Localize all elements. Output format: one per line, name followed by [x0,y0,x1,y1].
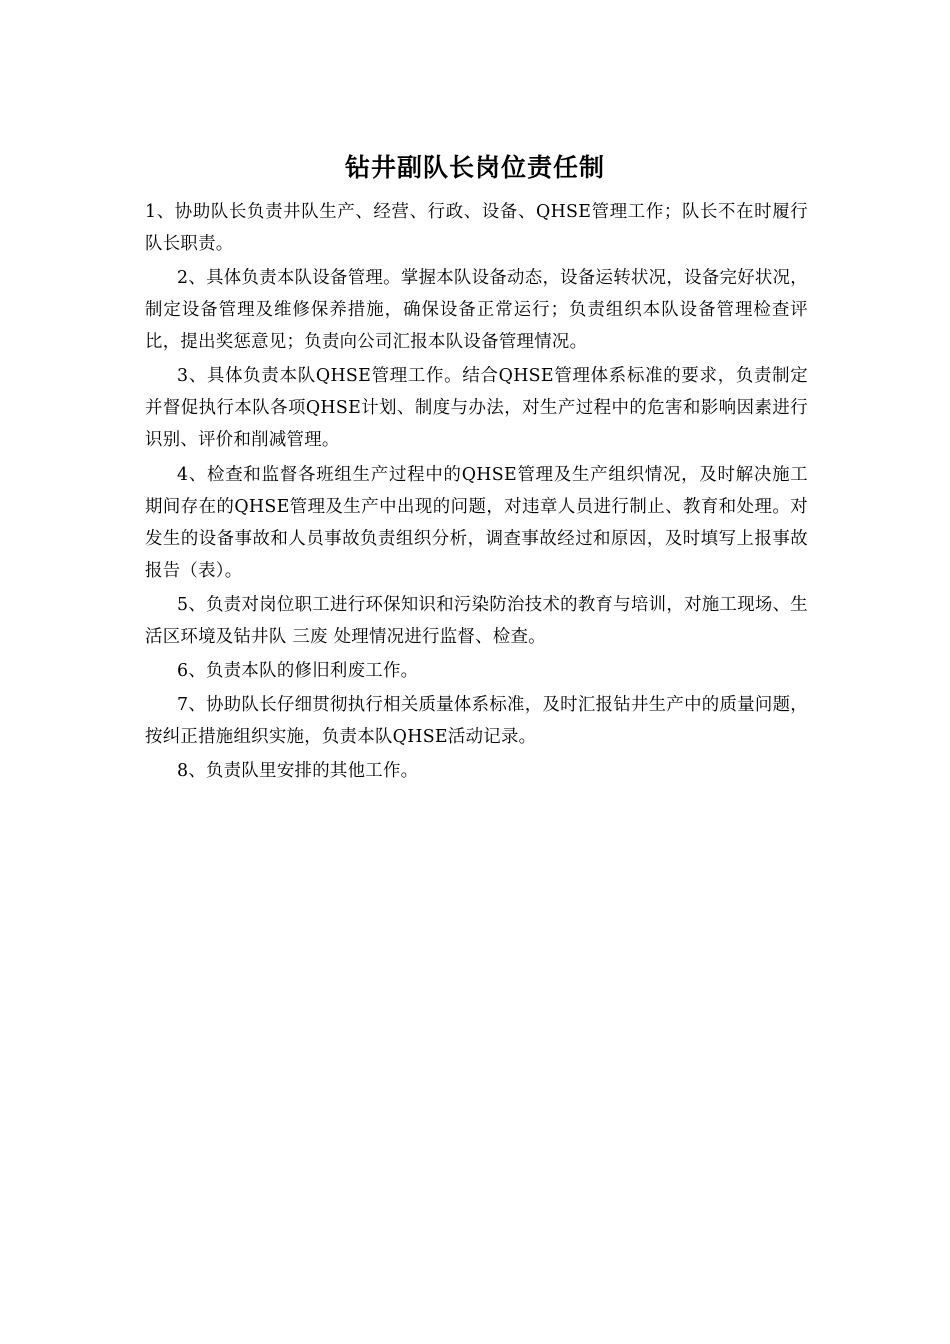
paragraph-1: 1、协助队长负责井队生产、经营、行政、设备、QHSE管理工作；队长不在时履行队长职责。 [145,202,808,254]
paragraph-4: 4、检查和监督各班组生产过程中的QHSE管理及生产组织情况，及时解决施工期间存在的QHSE管理及生产中出现的问题，对违章人员进行制止、教育和处理。对发生的设备事故和人员事故负责组织分析，调查事故经过和原因，及时填写上报事故报告（表）。 [145,464,808,581]
paragraph-5: 5、负责对岗位职工进行环保知识和污染防治技术的教育与培训，对施工现场、生活区环境及钻井队 三废 处理情况进行监督、检查。 [145,594,808,647]
paragraph-2: 2、具体负责本队设备管理。掌握本队设备动态，设备运转状况，设备完好状况，制定设备管理及维修保养措施，确保设备正常运行；负责组织本队设备管理检查评比，提出奖惩意见；负责向公司汇报本队设备管理情况。 [145,268,808,353]
paragraph-7: 7、协助队长仔细贯彻执行相关质量体系标准，及时汇报钻井生产中的质量问题，按纠正措施组织实施，负责本队QHSE活动记录。 [145,695,808,748]
document-title: 钻井副队长岗位责任制 [344,153,605,182]
paragraph-8: 8、负责队里安排的其他工作。 [177,761,419,782]
paragraph-6: 6、负责本队的修旧利废工作。 [177,660,419,681]
paragraph-3: 3、具体负责本队QHSE管理工作。结合QHSE管理体系标准的要求，负责制定并督促执行本队各项QHSE计划、制度与办法，对生产过程中的危害和影响因素进行识别、评价和削减管理。 [145,366,808,451]
document-body [145,196,808,787]
